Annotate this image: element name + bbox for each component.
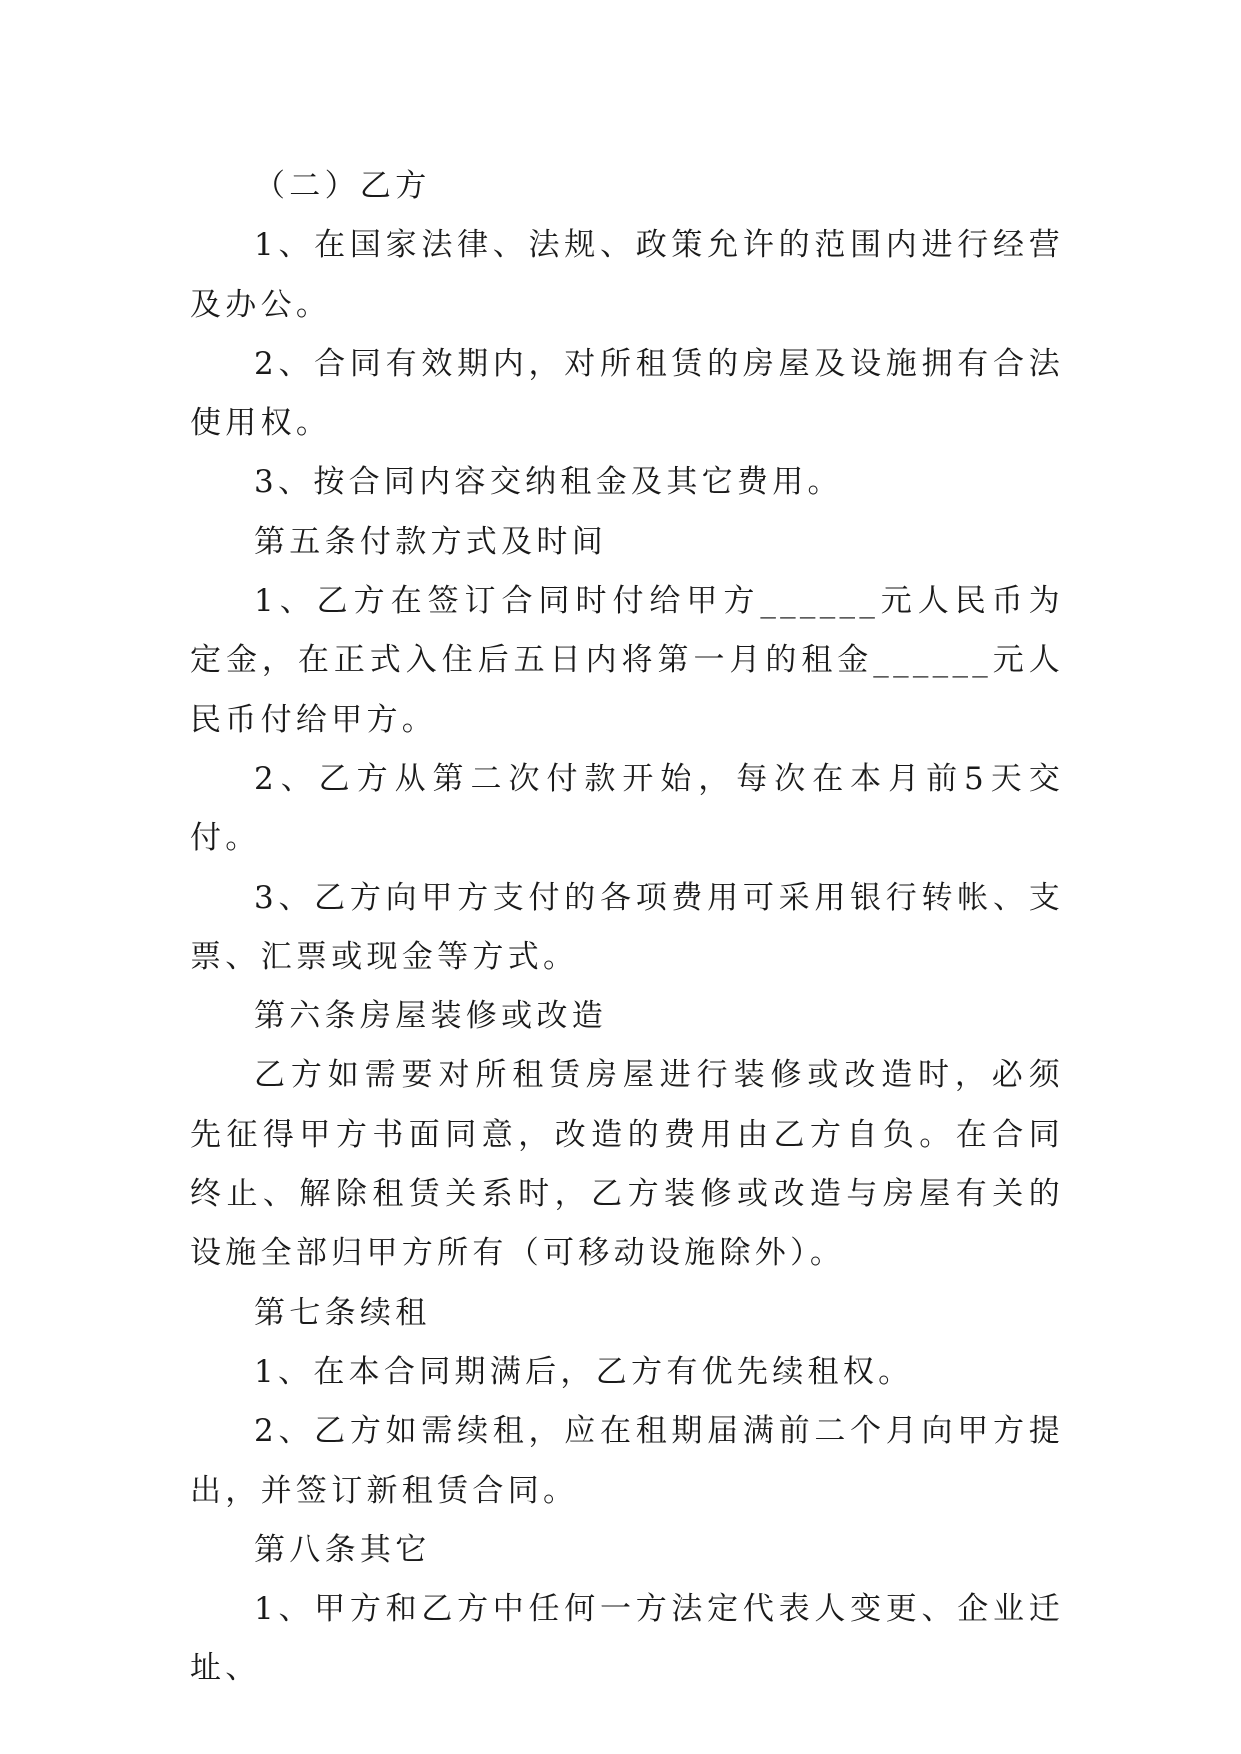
article-5-item-1: 1、乙方在签订合同时付给甲方______元人民币为定金，在正式入住后五日内将第一月的租金______元人民币付给甲方。	[190, 583, 1064, 738]
document-body	[190, 157, 1064, 1699]
party-b-right-2: 2、合同有效期内，对所租赁的房屋及设施拥有合法使用权。	[190, 345, 1064, 442]
article-5-item-2: 2、乙方从第二次付款开始，每次在本月前5天交付。	[190, 760, 1064, 857]
article-5-heading: 第五条付款方式及时间	[254, 523, 607, 560]
party-b-right-1: 1、在国家法律、法规、政策允许的范围内进行经营及办公。	[190, 227, 1064, 323]
party-b-right-3: 3、按合同内容交纳租金及其它费用。	[254, 464, 843, 501]
article-7-heading: 第七条续租	[254, 1294, 431, 1331]
article-7-item-1: 1、在本合同期满后，乙方有优先续租权。	[254, 1353, 914, 1390]
article-7-item-2: 2、乙方如需续租，应在租期届满前二个月向甲方提出，并签订新租赁合同。	[190, 1413, 1064, 1509]
clause-heading-party-b: （二）乙方	[254, 168, 431, 204]
article-6-heading: 第六条房屋装修或改造	[254, 998, 607, 1035]
article-8-heading: 第八条其它	[254, 1531, 431, 1568]
article-8-item-1: 1、甲方和乙方中任何一方法定代表人变更、企业迁址、	[190, 1591, 1064, 1687]
article-6-body: 乙方如需要对所租赁房屋进行装修或改造时，必须先征得甲方书面同意，改造的费用由乙方自负。在合同终止、解除租赁关系时，乙方装修或改造与房屋有关的设施全部归甲方所有（可移动设施除外）。	[190, 1057, 1064, 1272]
article-5-item-3: 3、乙方向甲方支付的各项费用可采用银行转帐、支票、汇票或现金等方式。	[190, 879, 1064, 975]
